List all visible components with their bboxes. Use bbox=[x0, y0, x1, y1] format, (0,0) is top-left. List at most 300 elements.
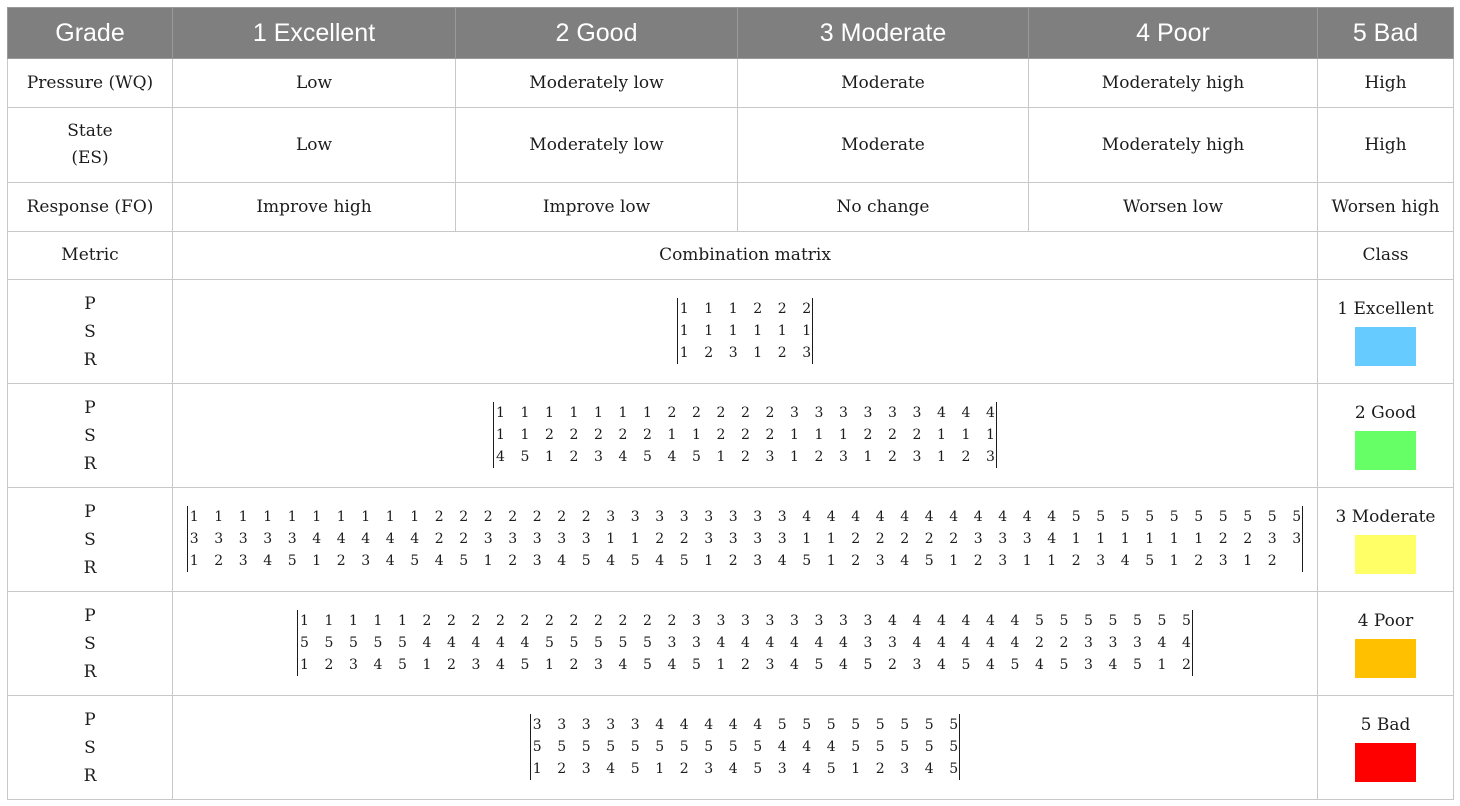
class-label: 3 Moderate bbox=[1335, 506, 1436, 527]
combination-matrix-cell bbox=[173, 696, 1318, 800]
matrix-value: 1 bbox=[1071, 530, 1081, 547]
matrix-value: 4 bbox=[839, 656, 848, 673]
state-label bbox=[8, 108, 173, 183]
matrix-value: 2 bbox=[447, 656, 456, 673]
matrix-value: 2 bbox=[643, 426, 652, 443]
matrix-value: 1 bbox=[214, 508, 224, 525]
matrix-value: 2 bbox=[888, 448, 897, 465]
matrix-value: 2 bbox=[1243, 530, 1253, 547]
matrix-value: 2 bbox=[508, 552, 518, 569]
matrix-value: 3 bbox=[998, 552, 1008, 569]
matrix-value: 5 bbox=[1071, 508, 1081, 525]
matrix-value: 5 bbox=[949, 716, 959, 733]
matrix-value: 4 bbox=[973, 508, 983, 525]
matrix-value: 2 bbox=[557, 508, 567, 525]
matrix-value: 2 bbox=[655, 530, 665, 547]
matrix-value: 1 bbox=[692, 426, 701, 443]
matrix-value: 3 bbox=[839, 404, 848, 421]
matrix-value: 1 bbox=[937, 426, 946, 443]
state-grade-4: Moderately high bbox=[1029, 108, 1318, 183]
matrix-value: 1 bbox=[667, 426, 677, 443]
matrix-value: 3 bbox=[1133, 634, 1142, 651]
matrix-value: 3 bbox=[777, 530, 787, 547]
matrix-value: 3 bbox=[263, 530, 273, 547]
matrix-value: 1 bbox=[300, 612, 309, 629]
matrix-value: 2 bbox=[569, 656, 579, 673]
matrix-value: 5 bbox=[704, 738, 714, 755]
matrix-value: 5 bbox=[1218, 508, 1228, 525]
matrix-value: 2 bbox=[214, 552, 224, 569]
matrix-value: 5 bbox=[826, 760, 836, 777]
matrix-value: 3 bbox=[900, 760, 910, 777]
class-row bbox=[8, 696, 1454, 800]
matrix-value: 1 bbox=[189, 508, 199, 525]
matrix-value: 4 bbox=[1010, 612, 1020, 629]
class-label: 1 Excellent bbox=[1337, 298, 1434, 319]
matrix-value: 5 bbox=[900, 716, 910, 733]
metric-header: Metric bbox=[8, 232, 173, 280]
class-cell bbox=[1318, 488, 1454, 592]
matrix-value: 4 bbox=[1120, 552, 1130, 569]
matrix-value: 5 bbox=[1133, 656, 1142, 673]
matrix-value: 4 bbox=[1157, 634, 1167, 651]
matrix-value: 2 bbox=[875, 760, 885, 777]
matrix-value: 4 bbox=[924, 760, 934, 777]
matrix-value: 3 bbox=[912, 404, 922, 421]
matrix-value: 4 bbox=[937, 612, 946, 629]
metric-label-p: P bbox=[84, 709, 96, 730]
matrix-value: 3 bbox=[777, 760, 787, 777]
matrix-value: 4 bbox=[361, 530, 371, 547]
matrix-value: 5 bbox=[949, 738, 959, 755]
matrix-value: 2 bbox=[422, 612, 432, 629]
matrix-value: 3 bbox=[557, 716, 567, 733]
metric-label-r: R bbox=[83, 661, 97, 682]
matrix-value: 3 bbox=[606, 716, 616, 733]
matrix-value: 5 bbox=[1145, 508, 1155, 525]
header-grade-5: 5 Bad bbox=[1318, 8, 1454, 59]
matrix-value: 3 bbox=[912, 656, 922, 673]
matrix-value: 3 bbox=[606, 508, 616, 525]
state-grade-2: Moderately low bbox=[456, 108, 738, 183]
matrix-value: 3 bbox=[998, 530, 1008, 547]
matrix-value: 3 bbox=[1022, 530, 1032, 547]
matrix-value: 4 bbox=[937, 634, 946, 651]
class-label: 4 Poor bbox=[1357, 610, 1414, 631]
matrix-row-p bbox=[533, 714, 958, 736]
matrix-value: 4 bbox=[1022, 508, 1032, 525]
matrix-value: 2 bbox=[777, 344, 787, 361]
matrix-value: 5 bbox=[753, 738, 763, 755]
combination-matrix-cell bbox=[173, 384, 1318, 488]
matrix-value: 5 bbox=[643, 448, 652, 465]
matrix-value: 1 bbox=[728, 322, 738, 339]
matrix-value: 3 bbox=[1292, 530, 1302, 547]
matrix-value: 1 bbox=[826, 530, 836, 547]
matrix-value: 1 bbox=[312, 552, 322, 569]
matrix-row-r bbox=[496, 446, 994, 468]
matrix-value: 1 bbox=[1120, 530, 1130, 547]
matrix-value: 3 bbox=[508, 530, 518, 547]
matrix-value: 3 bbox=[361, 552, 371, 569]
matrix-value: 2 bbox=[581, 508, 591, 525]
matrix-value: 4 bbox=[802, 760, 812, 777]
matrix-value: 1 bbox=[1096, 530, 1106, 547]
matrix-value: 1 bbox=[422, 656, 432, 673]
matrix-value: 4 bbox=[826, 738, 836, 755]
matrix-value: 4 bbox=[790, 656, 799, 673]
matrix-value: 2 bbox=[1071, 552, 1081, 569]
matrix-value: 5 bbox=[900, 738, 910, 755]
matrix-value: 1 bbox=[324, 612, 334, 629]
matrix-value: 5 bbox=[398, 656, 407, 673]
matrix-value: 1 bbox=[655, 760, 665, 777]
matrix-value: 1 bbox=[1169, 530, 1179, 547]
matrix-value: 1 bbox=[630, 530, 640, 547]
matrix-value: 3 bbox=[594, 448, 603, 465]
subheader-row bbox=[8, 232, 1454, 280]
metric-label-s: S bbox=[84, 425, 96, 446]
matrix-value: 1 bbox=[1194, 530, 1204, 547]
matrix-value: 5 bbox=[679, 552, 689, 569]
matrix-value: 1 bbox=[532, 760, 542, 777]
matrix-value: 1 bbox=[851, 760, 861, 777]
psr-grading-table bbox=[7, 7, 1454, 800]
metric-label-s: S bbox=[84, 737, 96, 758]
matrix-value: 3 bbox=[1084, 634, 1093, 651]
matrix-value: 2 bbox=[594, 426, 603, 443]
matrix-value: 2 bbox=[1035, 634, 1044, 651]
matrix-value: 2 bbox=[1059, 634, 1069, 651]
matrix-value: 3 bbox=[839, 612, 848, 629]
matrix-value: 5 bbox=[459, 552, 469, 569]
matrix-value: 5 bbox=[349, 634, 358, 651]
matrix-value: 1 bbox=[520, 404, 530, 421]
matrix-value: 4 bbox=[777, 552, 787, 569]
matrix-value: 5 bbox=[924, 738, 934, 755]
matrix-value: 1 bbox=[1157, 656, 1167, 673]
matrix-value: 2 bbox=[1182, 656, 1191, 673]
matrix-value: 3 bbox=[692, 634, 701, 651]
metric-label-p: P bbox=[84, 605, 96, 626]
metric-psr-cell bbox=[8, 592, 173, 696]
matrix-value: 2 bbox=[912, 426, 922, 443]
matrix-value: 5 bbox=[581, 738, 591, 755]
matrix-value: 3 bbox=[814, 404, 824, 421]
header-grade: Grade bbox=[8, 8, 173, 59]
matrix-value: 4 bbox=[471, 634, 481, 651]
matrix-value: 2 bbox=[851, 530, 861, 547]
metric-psr-cell bbox=[8, 384, 173, 488]
matrix-value: 3 bbox=[1108, 634, 1118, 651]
matrix-row-r bbox=[533, 758, 958, 780]
matrix-value: 4 bbox=[753, 716, 763, 733]
matrix-value: 3 bbox=[790, 404, 799, 421]
matrix-value: 1 bbox=[189, 552, 199, 569]
matrix-value: 2 bbox=[961, 448, 971, 465]
matrix-value: 4 bbox=[875, 508, 885, 525]
matrix-value: 2 bbox=[618, 426, 628, 443]
matrix-value: 5 bbox=[949, 760, 959, 777]
matrix-value: 2 bbox=[1267, 552, 1277, 569]
metric-label-s: S bbox=[84, 529, 96, 550]
matrix-value: 2 bbox=[594, 612, 603, 629]
class-cell bbox=[1318, 384, 1454, 488]
matrix-value: 4 bbox=[385, 530, 395, 547]
header-grade-2: 2 Good bbox=[456, 8, 738, 59]
state-label-line1: State bbox=[67, 121, 113, 141]
metric-label-r: R bbox=[83, 349, 97, 370]
matrix-value: 5 bbox=[1267, 508, 1277, 525]
pressure-row bbox=[8, 59, 1454, 108]
matrix-row-s bbox=[190, 528, 1301, 550]
matrix-value: 5 bbox=[679, 738, 689, 755]
matrix-value: 2 bbox=[1194, 552, 1204, 569]
matrix-value: 5 bbox=[300, 634, 309, 651]
matrix-value: 5 bbox=[1096, 508, 1106, 525]
matrix-value: 3 bbox=[532, 716, 542, 733]
matrix-value: 1 bbox=[238, 508, 248, 525]
class-row bbox=[8, 384, 1454, 488]
matrix-value: 4 bbox=[998, 508, 1008, 525]
matrix-value: 5 bbox=[924, 716, 934, 733]
class-label: 5 Bad bbox=[1360, 714, 1411, 735]
matrix-value: 1 bbox=[753, 344, 763, 361]
matrix-value: 2 bbox=[569, 612, 579, 629]
matrix-value: 1 bbox=[643, 404, 652, 421]
matrix-value: 3 bbox=[728, 530, 738, 547]
matrix-value: 3 bbox=[483, 530, 493, 547]
matrix-value: 2 bbox=[777, 300, 787, 317]
class-cell bbox=[1318, 696, 1454, 800]
matrix-value: 5 bbox=[410, 552, 420, 569]
matrix-value: 2 bbox=[741, 404, 750, 421]
matrix-value: 5 bbox=[618, 634, 628, 651]
matrix-value: 4 bbox=[961, 612, 971, 629]
response-grade-1: Improve high bbox=[173, 183, 456, 232]
matrix-value: 1 bbox=[496, 404, 505, 421]
pressure-grade-5: High bbox=[1318, 59, 1454, 108]
matrix-row-r bbox=[300, 654, 1190, 676]
matrix-value: 3 bbox=[728, 344, 738, 361]
matrix-value: 1 bbox=[728, 300, 738, 317]
metric-label-r: R bbox=[83, 453, 97, 474]
matrix-value: 1 bbox=[679, 322, 689, 339]
matrix-value: 2 bbox=[704, 344, 714, 361]
matrix-value: 1 bbox=[1022, 552, 1032, 569]
matrix-value: 2 bbox=[741, 426, 750, 443]
matrix-value: 2 bbox=[520, 612, 530, 629]
matrix-value: 2 bbox=[459, 530, 469, 547]
matrix-value: 1 bbox=[863, 448, 873, 465]
matrix-value: 4 bbox=[937, 656, 946, 673]
matrix-value: 5 bbox=[1084, 612, 1093, 629]
matrix-value: 4 bbox=[606, 552, 616, 569]
matrix-value: 4 bbox=[496, 448, 505, 465]
matrix-value: 5 bbox=[924, 552, 934, 569]
matrix-value: 3 bbox=[704, 508, 714, 525]
class-cell bbox=[1318, 592, 1454, 696]
combination-matrix bbox=[187, 506, 1304, 572]
matrix-value: 3 bbox=[1084, 656, 1093, 673]
matrix-value: 4 bbox=[655, 716, 665, 733]
state-grade-5: High bbox=[1318, 108, 1454, 183]
matrix-value: 2 bbox=[765, 404, 775, 421]
matrix-value: 5 bbox=[1157, 612, 1167, 629]
matrix-value: 3 bbox=[1096, 552, 1106, 569]
matrix-value: 4 bbox=[765, 634, 775, 651]
combination-matrix-cell bbox=[173, 592, 1318, 696]
matrix-row-s bbox=[496, 424, 994, 446]
matrix-value: 3 bbox=[594, 656, 603, 673]
matrix-value: 5 bbox=[1169, 508, 1179, 525]
header-row bbox=[8, 8, 1454, 59]
matrix-value: 2 bbox=[459, 508, 469, 525]
matrix-value: 1 bbox=[520, 426, 530, 443]
combination-matrix bbox=[677, 298, 814, 364]
matrix-value: 5 bbox=[814, 656, 824, 673]
matrix-value: 3 bbox=[728, 508, 738, 525]
combination-matrix bbox=[297, 610, 1193, 676]
matrix-value: 1 bbox=[937, 448, 946, 465]
matrix-value: 5 bbox=[728, 738, 738, 755]
matrix-value: 1 bbox=[790, 448, 799, 465]
matrix-value: 2 bbox=[814, 448, 824, 465]
matrix-value: 4 bbox=[1035, 656, 1044, 673]
class-color-swatch bbox=[1355, 431, 1416, 470]
pressure-grade-2: Moderately low bbox=[456, 59, 738, 108]
matrix-value: 3 bbox=[581, 716, 591, 733]
matrix-value: 2 bbox=[851, 552, 861, 569]
matrix-value: 4 bbox=[385, 552, 395, 569]
pressure-grade-1: Low bbox=[173, 59, 456, 108]
matrix-value: 3 bbox=[753, 508, 763, 525]
matrix-value: 5 bbox=[1292, 508, 1302, 525]
matrix-value: 2 bbox=[336, 552, 346, 569]
matrix-value: 3 bbox=[912, 448, 922, 465]
metric-label-p: P bbox=[84, 397, 96, 418]
class-row bbox=[8, 280, 1454, 384]
matrix-value: 4 bbox=[312, 530, 322, 547]
metric-label-s: S bbox=[84, 633, 96, 654]
matrix-value: 2 bbox=[545, 426, 554, 443]
matrix-value: 2 bbox=[741, 448, 750, 465]
matrix-value: 2 bbox=[496, 612, 505, 629]
matrix-value: 1 bbox=[839, 426, 848, 443]
matrix-value: 4 bbox=[961, 634, 971, 651]
combination-matrix-cell bbox=[173, 488, 1318, 592]
matrix-value: 1 bbox=[336, 508, 346, 525]
matrix-value: 5 bbox=[1059, 612, 1069, 629]
combination-matrix-cell bbox=[173, 280, 1318, 384]
class-cell bbox=[1318, 280, 1454, 384]
matrix-row-p bbox=[496, 402, 994, 424]
matrix-value: 2 bbox=[888, 426, 897, 443]
matrix-value: 5 bbox=[1010, 656, 1020, 673]
matrix-value: 4 bbox=[937, 404, 946, 421]
matrix-value: 1 bbox=[679, 300, 689, 317]
matrix-value: 1 bbox=[483, 552, 493, 569]
matrix-value: 1 bbox=[1243, 552, 1253, 569]
matrix-value: 1 bbox=[753, 322, 763, 339]
combination-matrix bbox=[530, 714, 961, 780]
metric-psr-cell bbox=[8, 488, 173, 592]
matrix-value: 1 bbox=[679, 344, 689, 361]
matrix-value: 1 bbox=[398, 612, 407, 629]
matrix-value: 2 bbox=[924, 530, 934, 547]
matrix-value: 5 bbox=[643, 634, 652, 651]
pressure-grade-4: Moderately high bbox=[1029, 59, 1318, 108]
matrix-value: 5 bbox=[1182, 612, 1191, 629]
matrix-value: 4 bbox=[728, 760, 738, 777]
matrix-value: 3 bbox=[863, 404, 873, 421]
header-grade-3: 3 Moderate bbox=[738, 8, 1029, 59]
class-color-swatch bbox=[1355, 743, 1416, 782]
matrix-value: 5 bbox=[1108, 612, 1118, 629]
matrix-value: 3 bbox=[741, 612, 750, 629]
matrix-value: 5 bbox=[826, 716, 836, 733]
matrix-value: 2 bbox=[679, 530, 689, 547]
matrix-row-r bbox=[680, 342, 811, 364]
matrix-value: 2 bbox=[875, 530, 885, 547]
matrix-value: 5 bbox=[643, 656, 652, 673]
matrix-value: 3 bbox=[630, 716, 640, 733]
matrix-value: 3 bbox=[679, 508, 689, 525]
matrix-value: 3 bbox=[1218, 552, 1228, 569]
matrix-value: 2 bbox=[545, 612, 554, 629]
matrix-value: 4 bbox=[900, 508, 910, 525]
matrix-value: 5 bbox=[1133, 612, 1142, 629]
matrix-value: 3 bbox=[532, 530, 542, 547]
matrix-value: 3 bbox=[839, 448, 848, 465]
matrix-value: 4 bbox=[520, 634, 530, 651]
metric-label-r: R bbox=[83, 765, 97, 786]
matrix-row-p bbox=[300, 610, 1190, 632]
matrix-value: 2 bbox=[434, 530, 444, 547]
matrix-value: 2 bbox=[900, 530, 910, 547]
matrix-value: 2 bbox=[973, 552, 983, 569]
matrix-value: 5 bbox=[961, 656, 971, 673]
pressure-label: Pressure (WQ) bbox=[8, 59, 173, 108]
matrix-value: 4 bbox=[912, 612, 922, 629]
matrix-value: 4 bbox=[924, 508, 934, 525]
matrix-value: 3 bbox=[973, 530, 983, 547]
matrix-value: 1 bbox=[545, 656, 554, 673]
matrix-value: 4 bbox=[422, 634, 432, 651]
matrix-value: 1 bbox=[300, 656, 309, 673]
matrix-value: 2 bbox=[324, 656, 334, 673]
matrix-value: 5 bbox=[692, 656, 701, 673]
matrix-value: 3 bbox=[802, 344, 812, 361]
state-label-line2: (ES) bbox=[71, 148, 109, 168]
matrix-row-s bbox=[533, 736, 958, 758]
class-row bbox=[8, 592, 1454, 696]
matrix-value: 5 bbox=[1145, 552, 1155, 569]
matrix-value: 3 bbox=[214, 530, 224, 547]
matrix-value: 2 bbox=[802, 300, 812, 317]
matrix-value: 3 bbox=[238, 530, 248, 547]
matrix-value: 1 bbox=[545, 448, 554, 465]
matrix-value: 5 bbox=[802, 716, 812, 733]
matrix-value: 4 bbox=[373, 656, 383, 673]
matrix-value: 4 bbox=[447, 634, 456, 651]
matrix-value: 5 bbox=[557, 738, 567, 755]
matrix-value: 5 bbox=[753, 760, 763, 777]
matrix-value: 4 bbox=[741, 634, 750, 651]
matrix-value: 4 bbox=[888, 612, 897, 629]
matrix-value: 3 bbox=[716, 612, 726, 629]
matrix-value: 3 bbox=[238, 552, 248, 569]
